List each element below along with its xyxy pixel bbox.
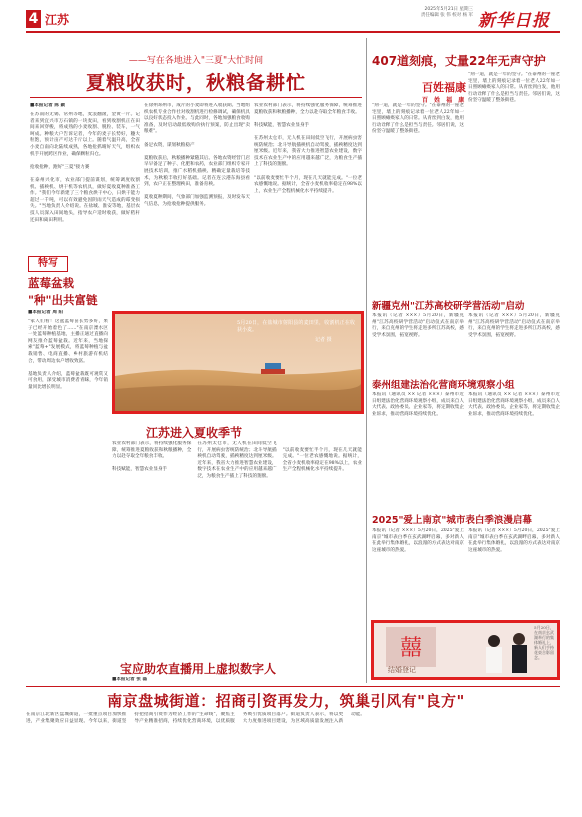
svg-text:囍: 囍 — [399, 636, 423, 661]
feature-title-line1: 蓝莓盆栽 — [28, 276, 74, 290]
photo-inner-caption: 5月20日，在盐城市射阳县的麦田里，收割机正在收获小麦。 — [237, 320, 355, 333]
masthead-logo: 新华日报 — [478, 11, 550, 31]
livestream-headline: 宝应助农直播用上虚拟数字人 — [120, 662, 277, 676]
news-xinjiang-headline: 新疆克州"江苏高校研学营活动"启动 — [372, 301, 525, 312]
wedding-sign: 结婚登记 — [388, 666, 416, 674]
baixing-fukang-sub: 百 姓 福 康 — [422, 97, 467, 104]
edition-info: 2025年5月21日 星期三 责任编辑 张 伟 校对 杨 军 — [420, 7, 473, 18]
news-taizhou-headline: 泰州组建法治化营商环境观察小组 — [372, 380, 515, 391]
feature-tag: 特写 — [28, 256, 68, 272]
news-nanjing-love-body-1: 本报讯（记者 ×××）5月20日，2025"爱上南京"城市表白季在玄武湖畔启幕，多对新人在此举行集体婚礼，以浪漫的方式表达对南京这座城市的热爱。 — [372, 528, 464, 553]
wedding-caption: 5月20日，在南京玄武湖举行的集体婚礼上，新人们手持花束合影留念。 — [534, 625, 554, 660]
feature-body: "家人们看！这盆蓝莓苗长势多好，果子已经开始着色了……"在南京溧水区一处蓝莓种植基地，主播正通过直播向网友推介蓝莓盆栽。近年来，当地探索"蓝莓+"发展模式，将蓝莓种植与盆栽销售、电商直播、乡村旅游有机结合，带动周边农户增收致富。 基地负责人介绍，蓝莓盆栽既可观赏又可食用，深受城市消费者青睐，今年销量同比增长明显。 — [28, 319, 108, 390]
feature-byline: ■本报记者 周 阳 — [28, 310, 64, 315]
wedding-photo — [371, 620, 560, 680]
photo-story-text: 农业农村部门表示，将持续强化服务保障，统筹推进夏粮收获和秋粮播种，全力以赴夺取全年粮食丰收。 科技赋能，智慧农业显身手 在苏州太仓市，无人机在田间低空飞行，开展病虫害统防统治；北斗导航插秧机自动驾驶，插秧精度达到厘米级。近年来，我省大力推进智慧农业建设，数字技术在农业生产中的应用越来越广泛，为粮食生产插上了科技的翅膀。 "以前收麦要忙半个月，现在几天就能完成。"一位老农感慨地说。据统计，全省小麦机收率稳定在98%以上，农业生产全程机械化水平持续提升。 — [112, 441, 362, 479]
right-column-divider — [366, 38, 367, 683]
lead-kicker: ——写在各地进入"三夏"大忙时间 — [128, 56, 264, 66]
bottom-story-rule — [26, 686, 560, 687]
livestream-byline: ■本报记者 张 磊 — [112, 677, 148, 682]
news-xinjiang-body-2: 本报讯（记者 ×××）5月20日，新疆克州"江苏高校研学营活动"启动仪式在南京举行，来自克州的学生将走进多所江苏高校，感受学术氛围，拓宽视野。 — [468, 313, 560, 338]
harvest-photo — [112, 311, 364, 414]
lead-byline: ■本报记者 陈 颖 — [30, 103, 66, 108]
top-right-body-2: "刻一道，就是一年的坚守。"在泰州的一座老宅里，墙上的刻痕记录着一位老人22年如一日照顾瘫痪家人的日常。从青丝到白发，他用行动诠释了什么是担当与责任。邻居们说，这份坚守温暖了整条街巷。 — [468, 72, 560, 104]
photo-caption: 江苏进入夏收季节 — [146, 426, 243, 440]
lead-title-rule — [30, 97, 362, 98]
top-right-body-1: "刻一道，就是一年的坚守。"在泰州的一座老宅里，墙上的刻痕记录着一位老人22年如一日照顾瘫痪家人的日常。从青丝到白发，他用行动诠释了什么是担当与责任。邻居们说，这份坚守温暖了整条街巷。 — [372, 103, 464, 135]
news-taizhou-body-1: 本报讯（通讯员 ×× 记者 ×××）泰州市近日组建法治化营商环境观察小组，成员来自人大代表、政协委员、企业家等，将定期收集企业诉求，推动营商环境持续优化。 — [372, 392, 464, 417]
feature-title-line2: "种"出共富链 — [28, 293, 98, 307]
photo-inner-credit: 记者 摄 — [315, 337, 332, 343]
baixing-fukang-logo — [422, 79, 466, 104]
page-header — [0, 0, 582, 34]
page-number: 4 — [26, 10, 41, 28]
header-rule — [26, 31, 560, 33]
lead-headline: 夏粮收获时，秋粮备耕忙 — [85, 72, 306, 94]
section-name: 江苏 — [45, 13, 70, 27]
news-xinjiang-body-1: 本报讯（记者 ×××）5月20日，新疆克州"江苏高校研学营活动"启动仪式在南京举行，来自克州的学生将走进多所江苏高校，感受学术氛围，拓宽视野。 — [372, 313, 464, 338]
lead-col-3: 农业农村部门表示，将持续强化服务保障，统筹推进夏粮收获和秋粮播种，全力以赴夺取全年粮食丰收。 科技赋能，智慧农业显身手 在苏州太仓市，无人机在田间低空飞行，开展病虫害统防统治；北斗导航插秧机自动驾驶，插秧精度达到厘米级。近年来，我省大力推进智慧农业建设，数字技术在农业生产中的应用越来越广泛，为粮食生产插上了科技的翅膀。 "以前收麦要忙半个月，现在几天就能完成。"一位老农感慨地说。据统计，全省小麦机收率稳定在98%以上，农业生产全程机械化水平持续提升。 — [254, 103, 362, 194]
news-taizhou-body-2: 本报讯（通讯员 ×× 记者 ×××）泰州市近日组建法治化营商环境观察小组，成员来自人大代表、政协委员、企业家等，将定期收集企业诉求，推动营商环境持续优化。 — [468, 392, 560, 417]
lead-col-2: 在徐州邳州市，成片的小麦即将进入收获期。当地组织农机专业合作社对收割机进行检修调试，确保机具以良好状态投入作业。与此同时，各地加强粮食收购准备，及时启动最低收购价执行预案，防止出现"卖粮难"。 备足农资，谋划秋粮稳产 夏粮收获后，秋粮播种紧随其后。各地农资经营门店早早备足了种子、化肥和农药，农业部门组织专家开展技术培训，推广水稻机插秧、精确定量栽培等技术，为秋粮丰收打好基础。记者在连云港东海县看到，农户正在整理秧田，准备育秧。 夏收夏种期间，气象部门加强监测预报，及时发布天气信息，为抢收抢种提供服务。 — [144, 103, 250, 207]
baixing-fukang-title: 百姓福康 — [422, 81, 466, 94]
news-nanjing-love-body-2: 本报讯（记者 ×××）5月20日，2025"爱上南京"城市表白季在玄武湖畔启幕，多对新人在此举行集体婚礼，以浪漫的方式表达对南京这座城市的热爱。 — [468, 528, 560, 553]
top-right-headline: 407道刻痕，丈量22年无声守护 — [372, 54, 546, 68]
bottom-body: 在南京江北新区盘城街道，一批重点项目加快推进，产业集聚效应日益显现。今年以来，街道坚持把招商引资作为经济工作的"生命线"，聚焦主导产业精准招商，持续优化营商环境，以优质服务吸引优质项目落户。街道负责人表示，将以更大力度推进项目建设，为区域高质量发展注入新动能。 — [26, 712, 365, 724]
bottom-headline: 南京盘城街道：招商引资再发力，筑巢引风有"良方" — [107, 692, 465, 710]
lead-col-1: 在苏南的无锡、常州等地，麦浪翻滚，金黄一片。记者来到宜兴市万石镇的一块麦田，看到收割机正在田间来回穿梭，将成熟的小麦收割、脱粒、装车，一气呵成。种粮大户告诉记者，今年的麦子长势好，穗大粒饱，预计亩产可达千斤以上。随着气温升高，全省小麦自南向北陆续成熟，各地抢抓晴好天气，组织农机手开展跨区作业，确保颗粒归仓。 抢收抢种，跑好"三夏"接力赛 在泰州兴化市，农业部门提前谋划，统筹调度收割机、插秧机、烘干机等农机具，做好夏收夏种准备工作。"我们今年新建了三个粮食烘干中心，日烘干能力超过一千吨，可以有效避免因阴雨天气造成的霉变损失。"当地负责人介绍说。在盐城、淮安等地，基层农技人员深入田间地头，指导农户适时收获，做好秸秆还田和离田利用。 — [30, 112, 140, 223]
news-nanjing-love-headline: 2025"爱上南京"城市表白季浪漫启幕 — [372, 515, 532, 526]
